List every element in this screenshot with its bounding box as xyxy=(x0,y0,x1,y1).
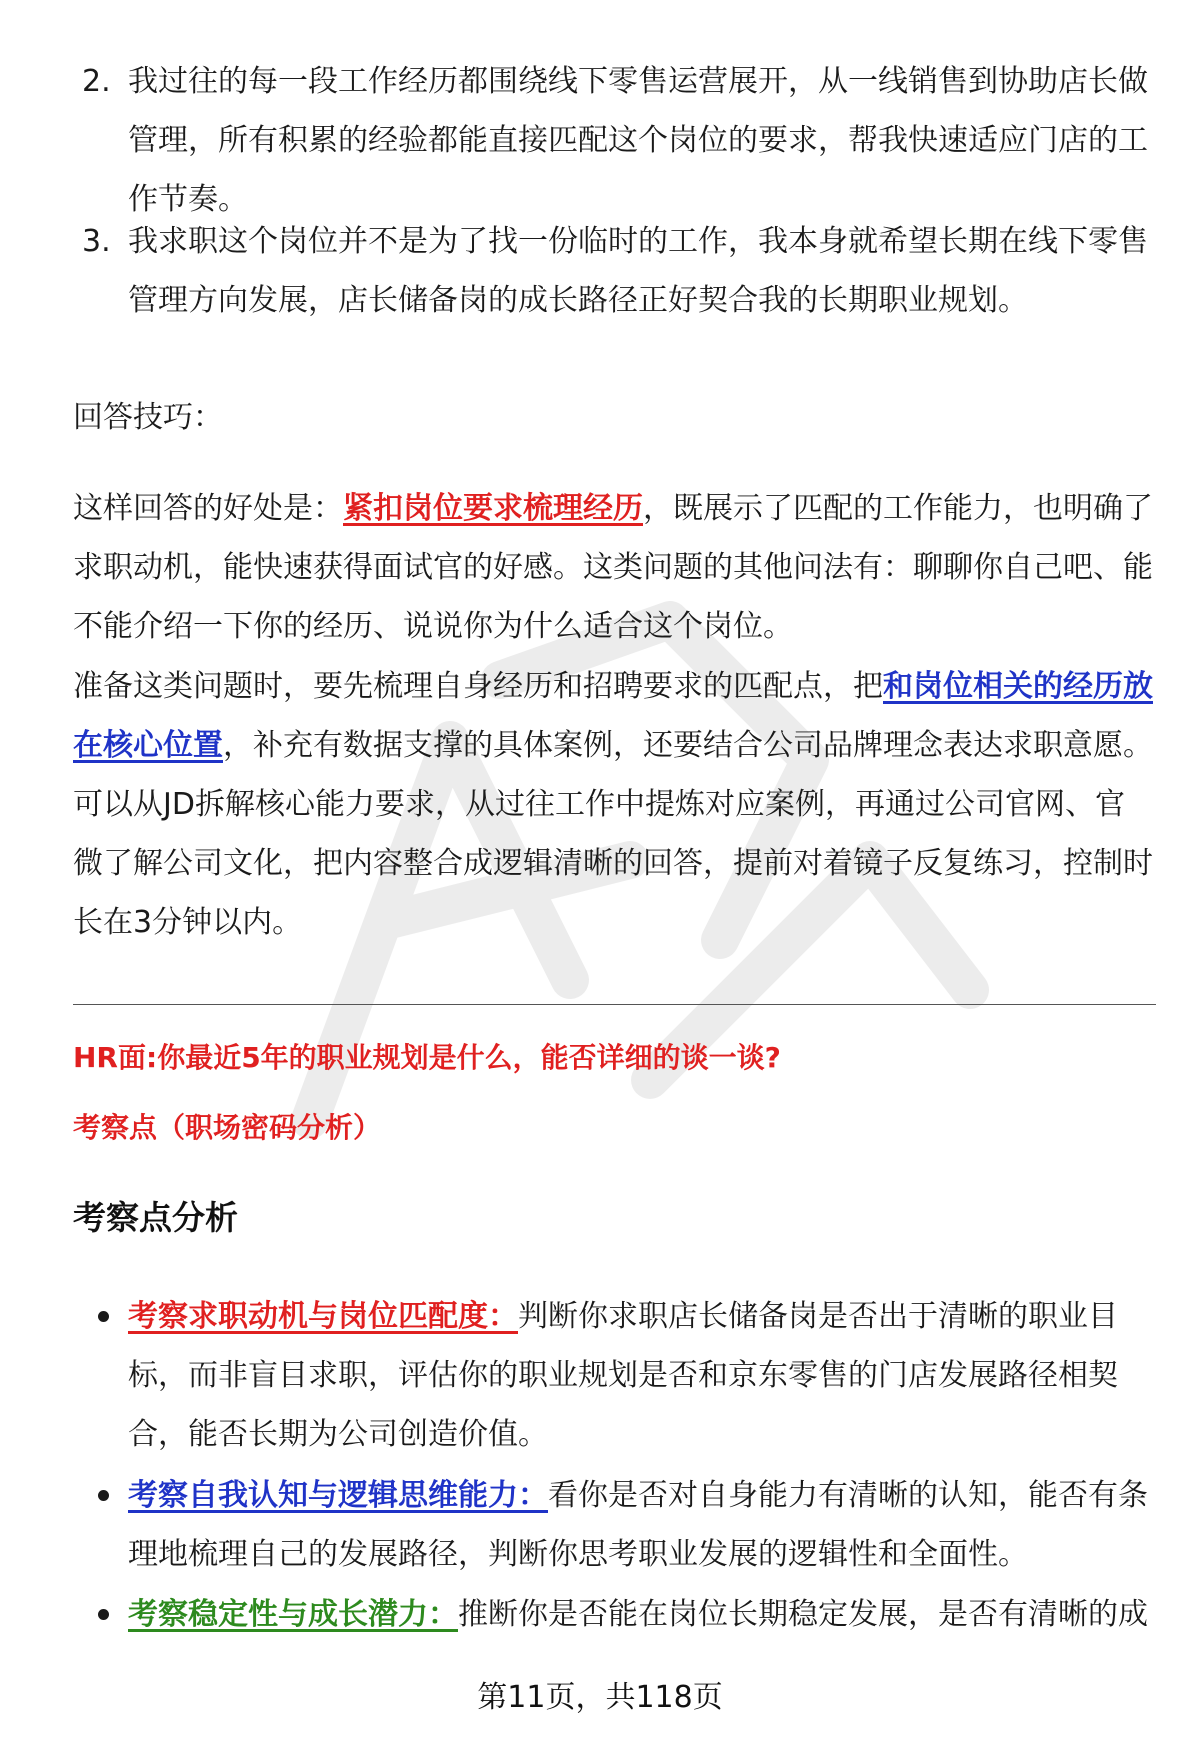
list-item xyxy=(128,1585,1148,1644)
highlight-red: 紧扣岗位要求梳理经历 xyxy=(343,491,643,526)
text: ，补充有数据支撑的具体案例，还要结合公司品牌理念表达求职意愿。可以从JD拆解核心能力要求，从过往工作中提炼对应案例，再通过公司官网、官微了解公司文化，把内容整合成逻辑清晰的回答，提前对着镜子反复练习，控制时长在3分钟以内。 xyxy=(73,728,1153,940)
text: 这样回答的好处是： xyxy=(73,491,343,526)
list-item xyxy=(82,212,1148,330)
bullet-label: 考察稳定性与成长潜力： xyxy=(128,1597,458,1632)
list-marker: 2. xyxy=(82,64,111,99)
bullet-label: 考察求职动机与岗位匹配度： xyxy=(128,1299,518,1334)
assessment-heading: 考察点（职场密码分析） xyxy=(73,1111,382,1144)
tips-label: 回答技巧： xyxy=(73,400,223,435)
hr-question: HR面:你最近5年的职业规划是什么，能否详细的谈一谈? xyxy=(73,1041,781,1074)
list-item xyxy=(82,52,1148,229)
list-item xyxy=(128,1287,1148,1464)
bullet-label: 考察自我认知与逻辑思维能力： xyxy=(128,1478,548,1513)
bullet-icon xyxy=(98,1490,109,1501)
section-divider xyxy=(73,1004,1156,1005)
tips-paragraph xyxy=(73,657,1153,952)
bullet-text: 推断你是否能在岗位长期稳定发展，是否有清晰的成 xyxy=(458,1597,1148,1632)
bullet-text: 判断你求职店长储备岗是否出于清晰的职业目标，而非盲目求职，评估你的职业规划是否和京东零售的门店发展路径相契合，能否长期为公司创造价值。 xyxy=(128,1299,1118,1452)
text: ，既展示了匹配的工作能力，也明确了求职动机，能快速获得面试官的好感。这类问题的其他问法有：聊聊你自己吧、能不能介绍一下你的经历、说说你为什么适合这个岗位。 xyxy=(73,491,1153,644)
list-item-text: 我过往的每一段工作经历都围绕线下零售运营展开，从一线销售到协助店长做管理，所有积累的经验都能直接匹配这个岗位的要求，帮我快速适应门店的工作节奏。 xyxy=(128,64,1148,217)
tips-paragraph xyxy=(73,479,1153,656)
list-marker: 3. xyxy=(82,224,111,259)
text: 准备这类问题时，要先梳理自身经历和招聘要求的匹配点，把 xyxy=(73,669,883,704)
analysis-title: 考察点分析 xyxy=(73,1198,238,1237)
bullet-icon xyxy=(98,1311,109,1322)
highlight-blue: 和岗位相关的经历放在核心位置 xyxy=(73,669,1153,763)
bullet-text: 看你是否对自身能力有清晰的认知，能否有条理地梳理自己的发展路径，判断你思考职业发展的逻辑性和全面性。 xyxy=(128,1478,1148,1572)
bullet-icon xyxy=(98,1609,109,1620)
list-item xyxy=(128,1466,1148,1584)
page-footer: 第11页，共118页 xyxy=(477,1680,723,1715)
list-item-text: 我求职这个岗位并不是为了找一份临时的工作，我本身就希望长期在线下零售管理方向发展，店长储备岗的成长路径正好契合我的长期职业规划。 xyxy=(128,224,1148,318)
